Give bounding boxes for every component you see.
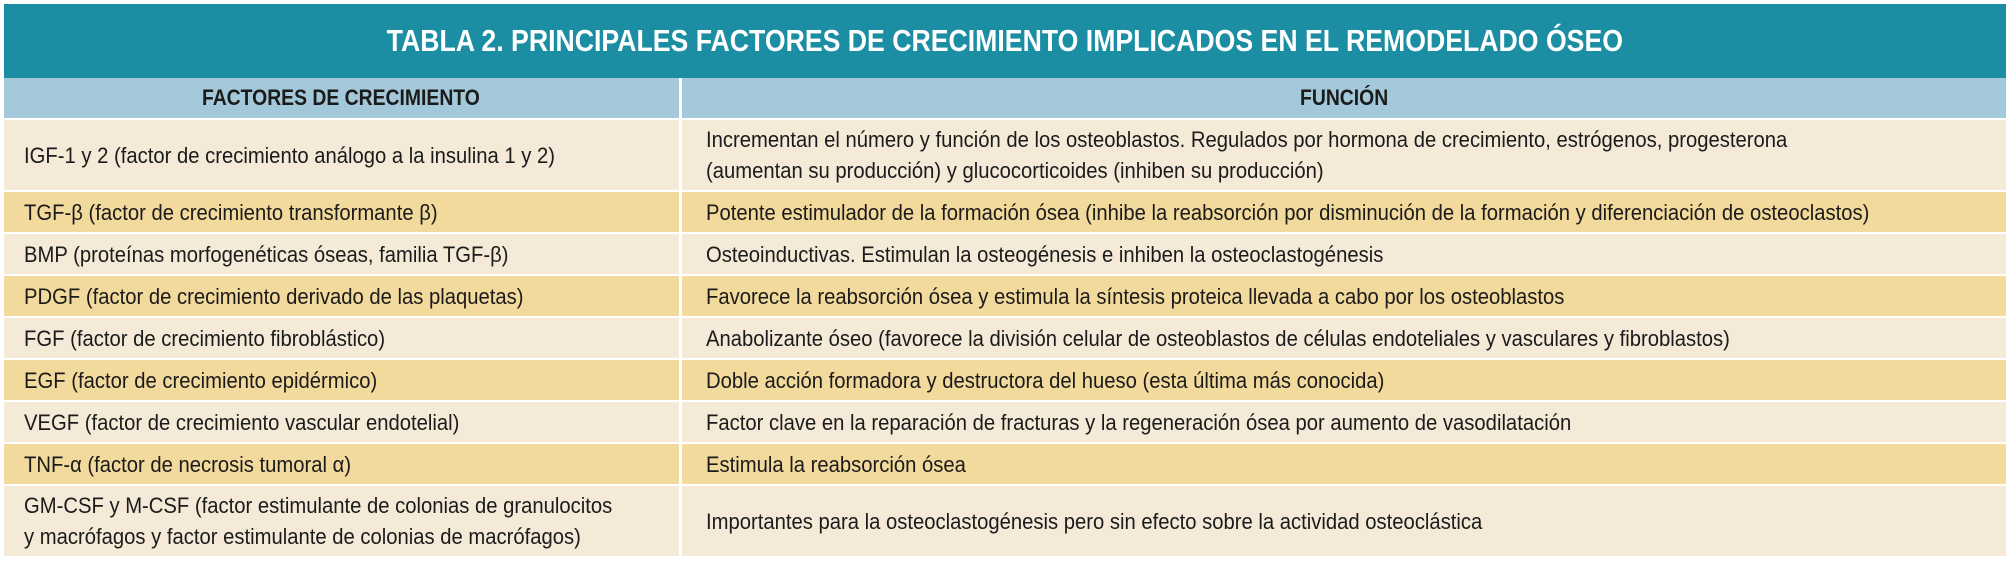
function-cell: Incrementan el número y función de los osteoblastos. Regulados por hormona de crecimiento, estrógenos, progesterona (aumentan su producción) y glucocorticoides (inhiben su producción) <box>680 119 2006 191</box>
function-cell: Factor clave en la reparación de fracturas y la regeneración ósea por aumento de vasodilatación <box>680 401 2006 443</box>
factor-cell: BMP (proteínas morfogenéticas óseas, familia TGF-β) <box>4 233 680 275</box>
factor-cell: FGF (factor de crecimiento fibroblástico) <box>4 317 680 359</box>
table-row <box>4 275 2006 317</box>
table-row <box>4 119 2006 191</box>
table-title-bar <box>4 4 2006 78</box>
function-cell: Importantes para la osteoclastogénesis pero sin efecto sobre la actividad osteoclástica <box>680 485 2006 557</box>
data-table <box>4 78 2006 558</box>
function-cell: Favorece la reabsorción ósea y estimula la síntesis proteica llevada a cabo por los osteoblastos <box>680 275 2006 317</box>
factor-cell: EGF (factor de crecimiento epidérmico) <box>4 359 680 401</box>
factor-cell: TGF-β (factor de crecimiento transformante β) <box>4 191 680 233</box>
table-row <box>4 191 2006 233</box>
function-cell: Doble acción formadora y destructora del hueso (esta última más conocida) <box>680 359 2006 401</box>
factor-cell: TNF-α (factor de necrosis tumoral α) <box>4 443 680 485</box>
factor-cell: VEGF (factor de crecimiento vascular endotelial) <box>4 401 680 443</box>
function-cell: Osteoinductivas. Estimulan la osteogénesis e inhiben la osteoclastogénesis <box>680 233 2006 275</box>
factor-cell: GM-CSF y M-CSF (factor estimulante de colonias de granulocitos y macrófagos y factor estimulante de colonias de macrófagos) <box>4 485 680 557</box>
table-row <box>4 485 2006 557</box>
table-title: TABLA 2. PRINCIPALES FACTORES DE CRECIMIENTO IMPLICADOS EN EL REMODELADO ÓSEO <box>386 23 1624 58</box>
column-header-factors: FACTORES DE CRECIMIENTO <box>4 78 680 119</box>
function-cell: Anabolizante óseo (favorece la división celular de osteoblastos de células endoteliales y vasculares y fibroblastos) <box>680 317 2006 359</box>
growth-factors-table <box>4 4 2006 572</box>
factor-cell: PDGF (factor de crecimiento derivado de las plaquetas) <box>4 275 680 317</box>
table-row <box>4 359 2006 401</box>
function-cell: Estimula la reabsorción ósea <box>680 443 2006 485</box>
table-row <box>4 401 2006 443</box>
header-row <box>4 78 2006 119</box>
factor-cell: IGF-1 y 2 (factor de crecimiento análogo a la insulina 1 y 2) <box>4 119 680 191</box>
table-row <box>4 443 2006 485</box>
table-row <box>4 317 2006 359</box>
function-cell: Potente estimulador de la formación ósea (inhibe la reabsorción por disminución de la formación y diferenciación de osteoclastos) <box>680 191 2006 233</box>
column-header-function: FUNCIÓN <box>680 78 2006 119</box>
table-row <box>4 233 2006 275</box>
